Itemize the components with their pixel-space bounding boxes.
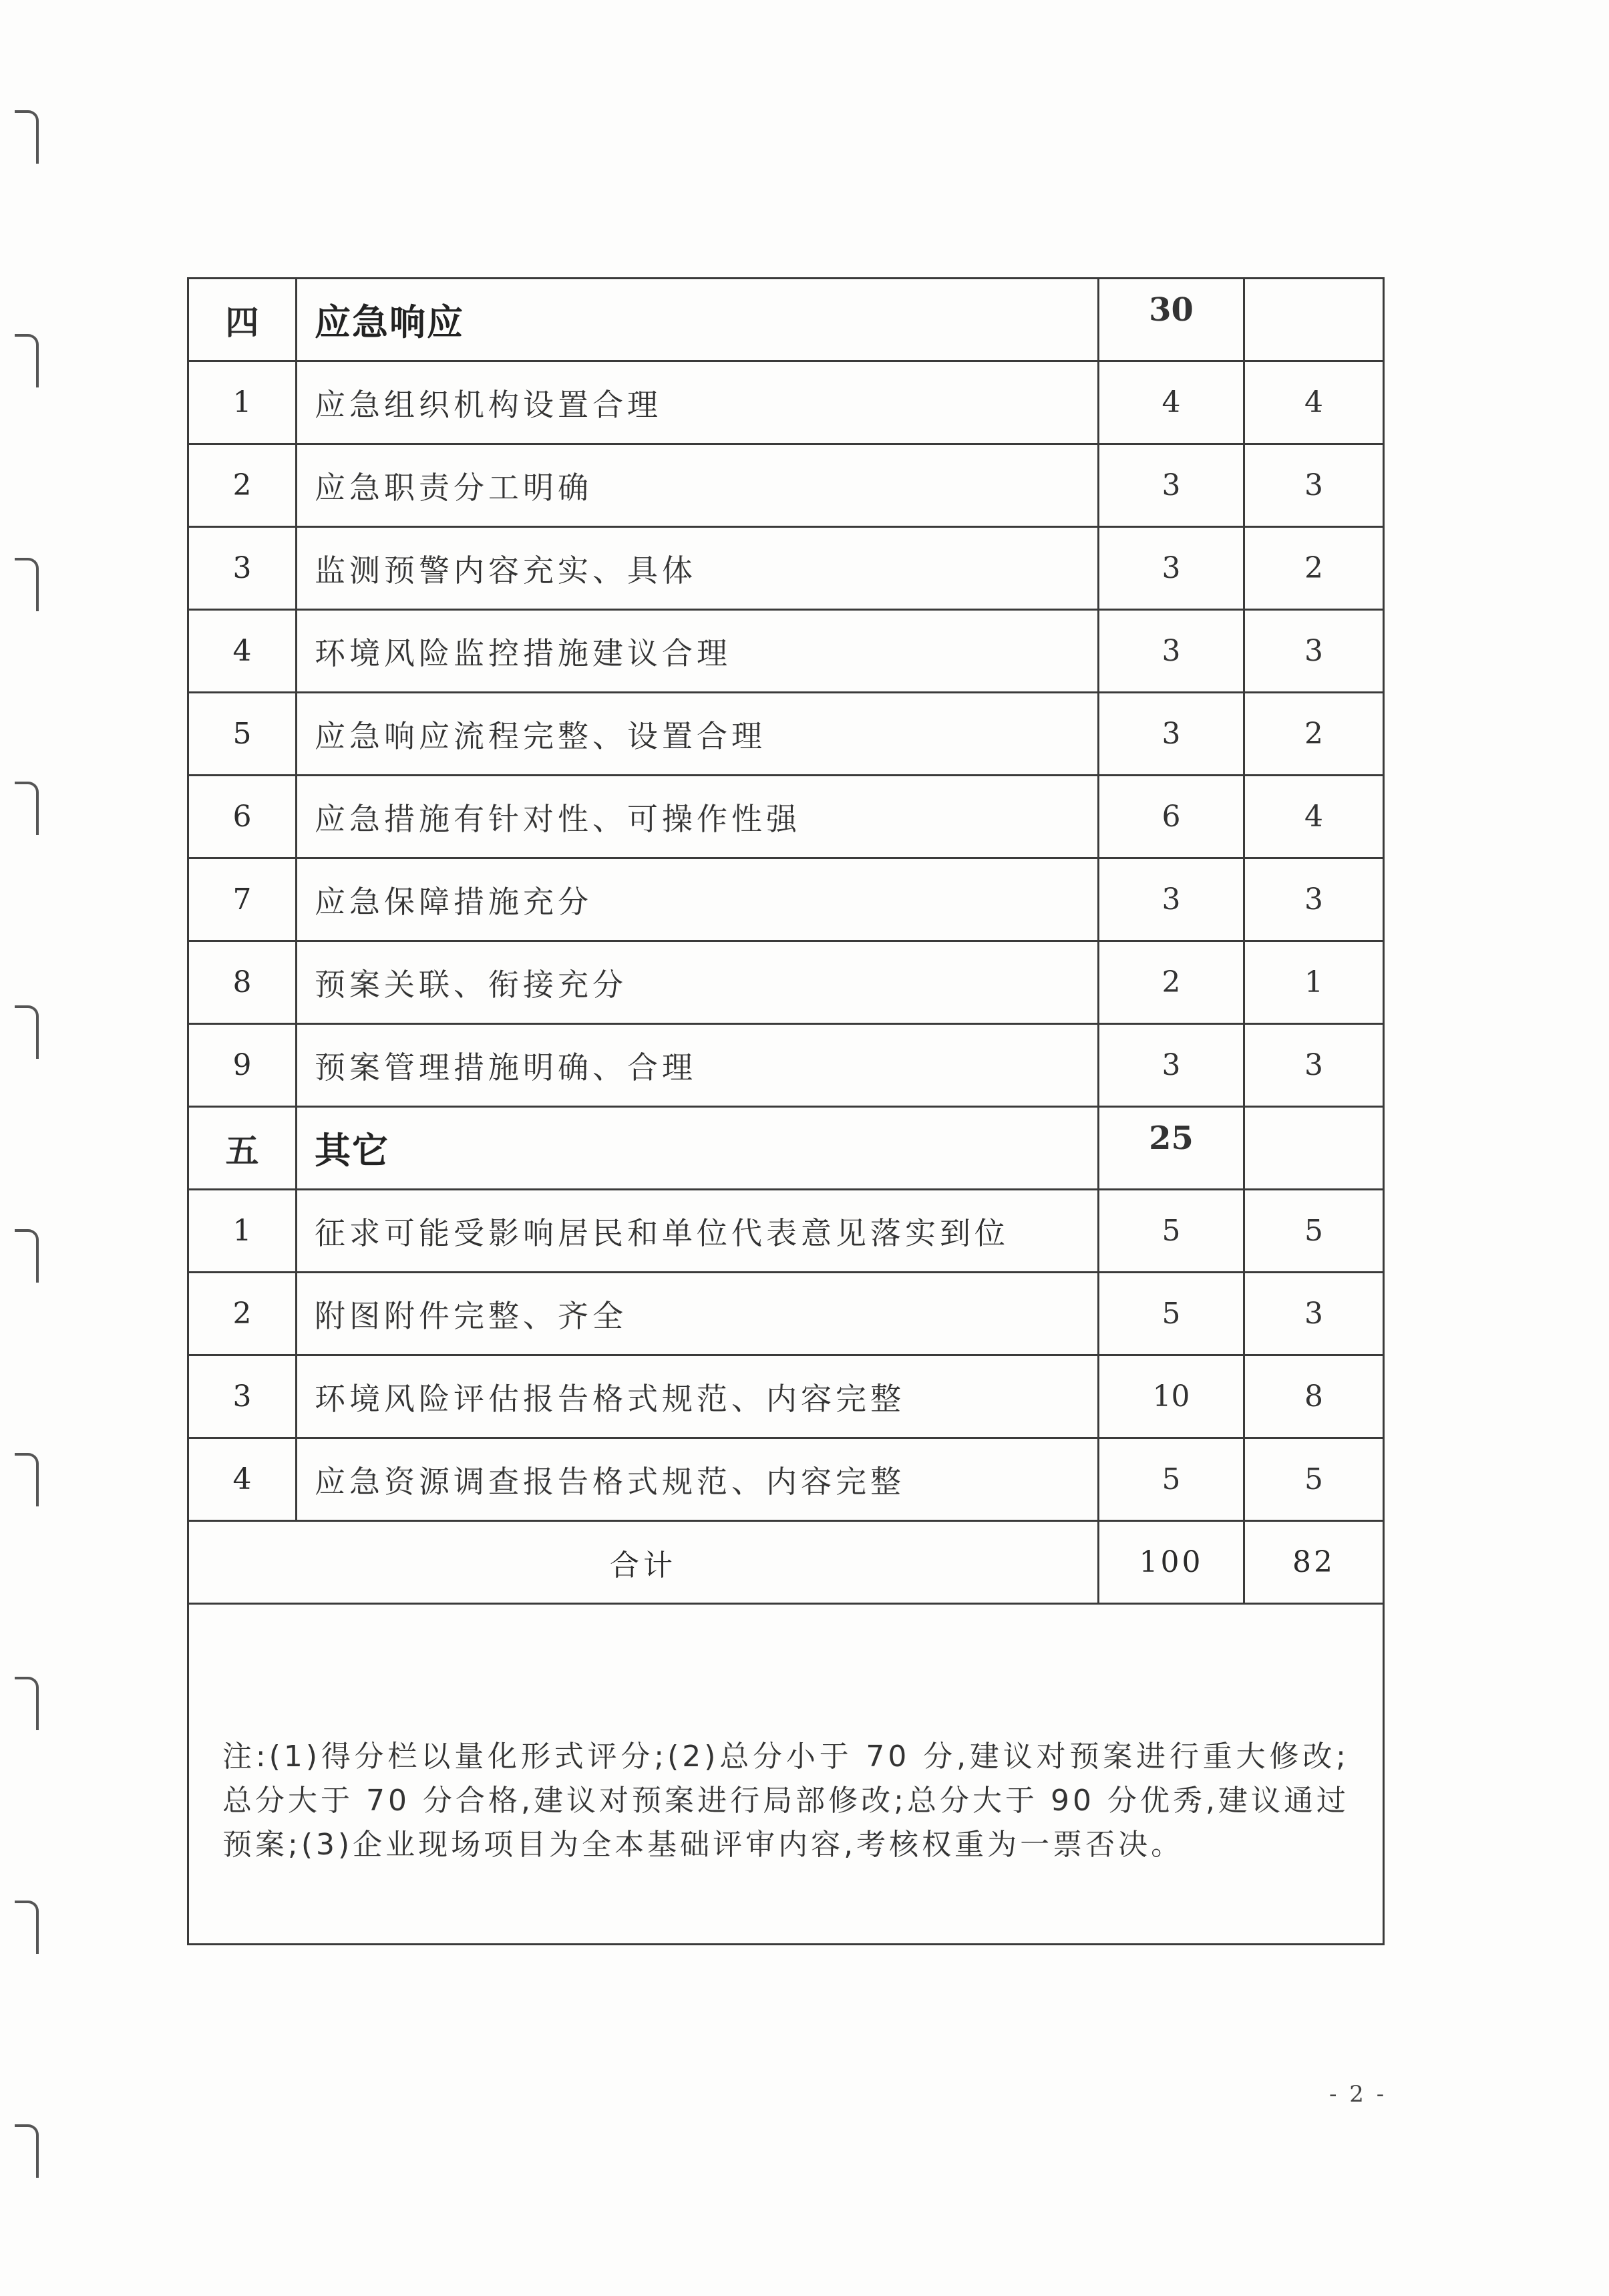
total-score: 82 xyxy=(1244,1521,1384,1604)
item-description: 环境风险监控措施建议合理 xyxy=(297,610,1099,693)
item-number: 4 xyxy=(188,1438,297,1521)
item-standard-score: 3 xyxy=(1099,693,1244,776)
table-row xyxy=(188,527,1384,610)
item-score: 5 xyxy=(1244,1438,1384,1521)
total-row xyxy=(188,1521,1384,1604)
section-title: 应急响应 xyxy=(297,279,1099,361)
section-row xyxy=(188,1107,1384,1190)
binding-mark xyxy=(15,782,39,835)
score-table xyxy=(187,277,1385,1945)
table-row xyxy=(188,776,1384,858)
item-score: 3 xyxy=(1244,1024,1384,1107)
total-label: 合计 xyxy=(188,1521,1099,1604)
item-standard-score: 3 xyxy=(1099,610,1244,693)
section-number: 五 xyxy=(188,1107,297,1190)
note-text: 注:(1)得分栏以量化形式评分;(2)总分小于 70 分,建议对预案进行重大修改;总分大于 70 分合格,建议对预案进行局部修改;总分大于 90 分优秀,建议通过预案;(3)企业现场项目为全本基础评审内容,考核权重为一票否决。 xyxy=(222,1739,1349,1862)
item-description: 预案管理措施明确、合理 xyxy=(297,1024,1099,1107)
item-score: 5 xyxy=(1244,1190,1384,1273)
item-number: 1 xyxy=(188,361,297,444)
item-standard-score: 4 xyxy=(1099,361,1244,444)
item-standard-score: 3 xyxy=(1099,1024,1244,1107)
item-score: 4 xyxy=(1244,361,1384,444)
item-number: 9 xyxy=(188,1024,297,1107)
table-row xyxy=(188,941,1384,1024)
item-number: 7 xyxy=(188,858,297,941)
binding-mark xyxy=(15,1901,39,1954)
page-number: - 2 - xyxy=(1329,2081,1387,2108)
item-number: 3 xyxy=(188,527,297,610)
score-table-body xyxy=(188,279,1384,1521)
total-standard: 100 xyxy=(1099,1521,1244,1604)
item-score: 1 xyxy=(1244,941,1384,1024)
section-standard-score: 25 xyxy=(1099,1107,1244,1190)
item-standard-score: 5 xyxy=(1099,1190,1244,1273)
item-standard-score: 5 xyxy=(1099,1273,1244,1355)
item-number: 4 xyxy=(188,610,297,693)
item-description: 环境风险评估报告格式规范、内容完整 xyxy=(297,1355,1099,1438)
binding-mark xyxy=(15,1005,39,1059)
item-score: 3 xyxy=(1244,610,1384,693)
item-description: 附图附件完整、齐全 xyxy=(297,1273,1099,1355)
section-row xyxy=(188,279,1384,361)
item-description: 应急组织机构设置合理 xyxy=(297,361,1099,444)
table-row xyxy=(188,693,1384,776)
binding-mark xyxy=(15,1677,39,1730)
section-score xyxy=(1244,1107,1384,1190)
item-standard-score: 3 xyxy=(1099,444,1244,527)
note-row xyxy=(188,1604,1384,1945)
item-number: 3 xyxy=(188,1355,297,1438)
item-description: 应急职责分工明确 xyxy=(297,444,1099,527)
table-row xyxy=(188,1024,1384,1107)
item-standard-score: 3 xyxy=(1099,527,1244,610)
item-standard-score: 5 xyxy=(1099,1438,1244,1521)
section-score xyxy=(1244,279,1384,361)
table-row xyxy=(188,1273,1384,1355)
item-standard-score: 2 xyxy=(1099,941,1244,1024)
table-row xyxy=(188,1190,1384,1273)
binding-mark xyxy=(15,1229,39,1283)
table-row xyxy=(188,361,1384,444)
binding-mark xyxy=(15,558,39,611)
item-number: 2 xyxy=(188,444,297,527)
item-description: 应急保障措施充分 xyxy=(297,858,1099,941)
item-score: 3 xyxy=(1244,444,1384,527)
table-row xyxy=(188,858,1384,941)
note-cell xyxy=(188,1604,1384,1945)
item-description: 征求可能受影响居民和单位代表意见落实到位 xyxy=(297,1190,1099,1273)
item-description: 应急措施有针对性、可操作性强 xyxy=(297,776,1099,858)
item-score: 4 xyxy=(1244,776,1384,858)
item-number: 8 xyxy=(188,941,297,1024)
item-description: 应急响应流程完整、设置合理 xyxy=(297,693,1099,776)
item-number: 2 xyxy=(188,1273,297,1355)
item-description: 监测预警内容充实、具体 xyxy=(297,527,1099,610)
binding-mark xyxy=(15,1453,39,1506)
item-description: 预案关联、衔接充分 xyxy=(297,941,1099,1024)
item-score: 2 xyxy=(1244,693,1384,776)
item-description: 应急资源调查报告格式规范、内容完整 xyxy=(297,1438,1099,1521)
item-number: 1 xyxy=(188,1190,297,1273)
table-row xyxy=(188,444,1384,527)
item-score: 3 xyxy=(1244,1273,1384,1355)
item-score: 3 xyxy=(1244,858,1384,941)
table-row xyxy=(188,1438,1384,1521)
item-number: 6 xyxy=(188,776,297,858)
table-row xyxy=(188,610,1384,693)
item-standard-score: 10 xyxy=(1099,1355,1244,1438)
binding-mark xyxy=(15,2124,39,2178)
section-title: 其它 xyxy=(297,1107,1099,1190)
item-standard-score: 3 xyxy=(1099,858,1244,941)
binding-mark xyxy=(15,334,39,387)
binding-mark xyxy=(15,110,39,164)
table-row xyxy=(188,1355,1384,1438)
item-standard-score: 6 xyxy=(1099,776,1244,858)
section-number: 四 xyxy=(188,279,297,361)
item-score: 2 xyxy=(1244,527,1384,610)
section-standard-score: 30 xyxy=(1099,279,1244,361)
item-score: 8 xyxy=(1244,1355,1384,1438)
item-number: 5 xyxy=(188,693,297,776)
